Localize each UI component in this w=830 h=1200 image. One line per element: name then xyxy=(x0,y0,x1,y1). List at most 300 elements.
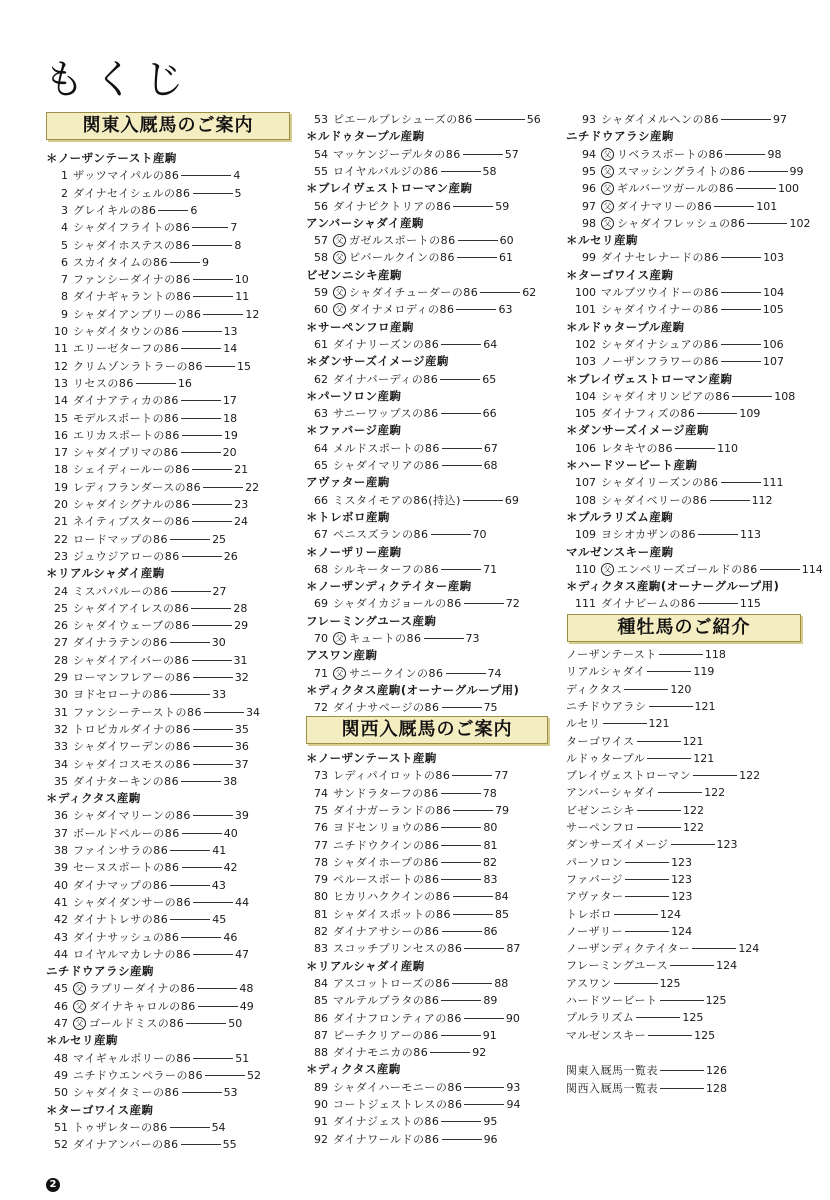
toc-entry[interactable] xyxy=(566,767,760,784)
toc-entry[interactable] xyxy=(566,698,716,715)
leader-line xyxy=(193,764,233,765)
toc-entry[interactable] xyxy=(46,877,226,894)
toc-entry[interactable] xyxy=(566,595,761,612)
toc-entry[interactable] xyxy=(306,1010,520,1027)
entry-page: 27 xyxy=(212,584,227,598)
toc-entry[interactable] xyxy=(46,271,249,288)
toc-entry[interactable] xyxy=(46,859,238,876)
entry-name: リセスの86 xyxy=(73,376,134,390)
leader-line xyxy=(441,827,481,828)
entry-number: 61 xyxy=(314,337,328,351)
sire-heading-label: アヴァター産駒 xyxy=(306,475,390,490)
entry-name: ダイナラテンの86 xyxy=(73,636,168,650)
toc-entry[interactable] xyxy=(566,163,804,180)
entry-page: 115 xyxy=(739,597,761,611)
toc-entry[interactable] xyxy=(46,929,237,946)
entry-page: 32 xyxy=(234,671,249,684)
toc-entry[interactable] xyxy=(46,375,192,392)
entry-name: シャダイシグナルの86 xyxy=(73,498,191,511)
toc-entry[interactable] xyxy=(46,773,237,790)
toc-entry[interactable] xyxy=(306,284,536,301)
toc-entry[interactable] xyxy=(566,1027,715,1044)
leader-line xyxy=(457,257,497,258)
toc-entry[interactable] xyxy=(46,392,237,409)
leader-line xyxy=(442,448,482,449)
sire-heading xyxy=(306,388,402,405)
toc-entry[interactable] xyxy=(566,923,692,940)
entry-page: 111 xyxy=(762,476,784,490)
sire-heading-label: アンバーシャダイ産駒 xyxy=(306,215,425,230)
toc-entry[interactable] xyxy=(566,353,784,370)
sire-heading-label: ＊ノーザンテースト産駒 xyxy=(306,751,437,765)
toc-entry[interactable] xyxy=(306,492,519,509)
toc-entry[interactable] xyxy=(306,888,509,905)
section-heading-kanto: 関東入厩馬のご案内 xyxy=(46,112,290,140)
leader-line xyxy=(204,712,244,713)
toc-entry[interactable] xyxy=(46,1050,249,1067)
toc-entry[interactable] xyxy=(46,1015,242,1032)
toc-entry[interactable] xyxy=(306,871,497,888)
sire-heading xyxy=(306,682,519,699)
toc-entry[interactable] xyxy=(566,819,704,836)
entry-number: 62 xyxy=(314,372,328,386)
entry-page: 122 xyxy=(683,821,704,834)
entry-page: 9 xyxy=(201,255,209,269)
entry-page: 93 xyxy=(506,1080,521,1094)
entry-name: シャダイメルヘンの86 xyxy=(601,113,719,126)
entry-page: 100 xyxy=(777,182,799,196)
toc-entry[interactable] xyxy=(306,819,497,836)
toc-entry[interactable] xyxy=(306,163,497,180)
toc-entry[interactable] xyxy=(306,906,509,923)
toc-entry[interactable] xyxy=(46,738,249,755)
toc-entry[interactable] xyxy=(566,301,784,318)
entry-name: スコッチプリンセスの86 xyxy=(333,942,463,956)
leader-line xyxy=(193,677,233,678)
toc-entry[interactable] xyxy=(566,784,725,801)
leader-line xyxy=(192,245,232,246)
toc-entry[interactable] xyxy=(566,388,795,405)
entry-page: 121 xyxy=(682,734,704,748)
entry-name: ファインサラの86 xyxy=(73,844,169,857)
toc-entry[interactable] xyxy=(46,185,242,202)
sire-heading-label: ＊ブレイヴェストローマン産駒 xyxy=(566,371,733,386)
toc-entry[interactable] xyxy=(306,665,502,682)
entry-name: ダイナマリーの86 xyxy=(617,199,713,213)
sire-heading xyxy=(566,544,674,561)
leader-line xyxy=(441,879,481,880)
entry-number: 54 xyxy=(314,147,328,161)
toc-entry[interactable] xyxy=(566,975,681,992)
toc-entry[interactable] xyxy=(306,837,497,854)
toc-entry[interactable] xyxy=(46,998,254,1015)
sire-heading-label: ＊ディクタス産駒 xyxy=(46,791,141,806)
entry-number: 4 xyxy=(61,221,68,235)
entry-page: 84 xyxy=(494,890,509,904)
entry-name: ダイナキャロルの86 xyxy=(89,999,196,1013)
entry-page: 24 xyxy=(233,515,248,529)
entry-page: 81 xyxy=(483,838,498,852)
toc-entry[interactable] xyxy=(306,767,508,784)
toc-entry[interactable] xyxy=(46,894,249,911)
entry-page: 126 xyxy=(706,1064,727,1077)
toc-entry[interactable] xyxy=(46,946,249,963)
entry-number: 98 xyxy=(582,216,596,230)
entry-number: 45 xyxy=(54,982,68,996)
entry-page: 106 xyxy=(762,337,784,351)
toc-entry[interactable] xyxy=(46,358,251,375)
toc-entry[interactable] xyxy=(46,911,226,928)
toc-entry[interactable] xyxy=(566,146,781,163)
entry-name: フレーミングユース xyxy=(566,959,669,973)
toc-entry[interactable] xyxy=(46,254,209,271)
toc-entry[interactable] xyxy=(306,249,513,266)
entry-page: 98 xyxy=(767,147,782,161)
entry-page: 31 xyxy=(233,653,248,667)
entry-name: アスコットローズの86 xyxy=(333,976,451,990)
toc-entry[interactable] xyxy=(566,681,691,698)
entry-page: 11 xyxy=(235,290,250,304)
sire-heading-label: ＊ルドゥタープル産駒 xyxy=(306,129,425,144)
entry-name: シャダイアンブリーの86 xyxy=(73,307,202,321)
toc-entry[interactable] xyxy=(306,940,520,957)
toc-entry[interactable] xyxy=(46,583,227,600)
entry-name: ダイナアサシーの86 xyxy=(333,925,440,938)
toc-entry[interactable] xyxy=(306,440,498,457)
entry-page: 59 xyxy=(495,199,510,213)
toc-entry[interactable] xyxy=(46,1067,261,1084)
toc-entry[interactable] xyxy=(46,219,237,236)
toc-entry[interactable] xyxy=(46,496,248,513)
toc-entry[interactable] xyxy=(566,111,787,128)
toc-entry[interactable] xyxy=(46,444,237,461)
entry-page: 23 xyxy=(234,498,249,511)
toc-entry[interactable] xyxy=(566,180,799,197)
toc-entry[interactable] xyxy=(46,306,259,323)
sire-heading xyxy=(306,353,449,370)
entry-name: シャダイチューダーの86 xyxy=(349,286,479,299)
toc-entry[interactable] xyxy=(566,561,823,578)
leader-line xyxy=(440,379,480,380)
toc-entry[interactable] xyxy=(46,634,226,651)
toc-entry[interactable] xyxy=(306,146,519,163)
toc-entry[interactable] xyxy=(306,1096,520,1113)
toc-entry[interactable] xyxy=(306,371,496,388)
entry-number: 9 xyxy=(61,307,68,321)
entry-name: ダイナトレサの86 xyxy=(73,913,169,927)
toc-entry[interactable] xyxy=(566,663,714,680)
toc-entry[interactable] xyxy=(46,461,248,478)
toc-entry[interactable] xyxy=(46,323,238,340)
toc-entry[interactable] xyxy=(566,215,810,232)
entry-page: 18 xyxy=(223,411,238,425)
entry-number: 65 xyxy=(314,459,328,472)
leader-line xyxy=(453,206,493,207)
toc-entry[interactable] xyxy=(306,301,512,318)
entry-number: 42 xyxy=(54,913,68,927)
entry-number: 36 xyxy=(54,809,68,823)
toc-entry[interactable] xyxy=(306,1113,497,1130)
entry-name: マルゼンスキー xyxy=(566,1028,647,1042)
toc-entry[interactable] xyxy=(566,888,692,905)
toc-entry[interactable] xyxy=(46,531,226,548)
leader-line xyxy=(182,1092,222,1093)
toc-entry[interactable] xyxy=(306,630,480,647)
entry-page: 64 xyxy=(483,337,498,351)
toc-entry[interactable] xyxy=(46,980,253,997)
toc-entry[interactable] xyxy=(46,237,241,254)
toc-entry[interactable] xyxy=(46,427,238,444)
entry-name: ロイヤルバルジの86 xyxy=(333,164,439,178)
toc-entry[interactable] xyxy=(566,646,726,663)
leader-line xyxy=(714,206,754,207)
sire-heading-label: ＊トレボロ産駒 xyxy=(306,509,390,524)
entry-page: 14 xyxy=(223,342,238,356)
sire-marker-icon: 父 xyxy=(601,200,614,213)
entry-number: 17 xyxy=(54,446,68,460)
toc-entry[interactable] xyxy=(306,457,498,474)
entry-page: 71 xyxy=(483,562,498,576)
toc-entry[interactable] xyxy=(306,1027,497,1044)
sire-marker-icon: 父 xyxy=(333,234,346,247)
entry-number: 89 xyxy=(314,1080,328,1094)
toc-entry[interactable] xyxy=(566,284,784,301)
toc-entry[interactable] xyxy=(306,232,514,249)
toc-entry[interactable] xyxy=(46,410,237,427)
entry-page: 51 xyxy=(235,1051,250,1065)
entry-name: ミスタイモアの86(持込) xyxy=(333,493,461,507)
entry-number: 111 xyxy=(575,597,596,611)
leader-line xyxy=(693,775,737,776)
toc-entry[interactable] xyxy=(566,871,692,888)
entry-number: 87 xyxy=(314,1028,328,1042)
toc-entry[interactable] xyxy=(46,756,249,773)
sire-heading-label: ＊パーソロン産駒 xyxy=(306,388,402,403)
toc-entry[interactable] xyxy=(566,492,773,509)
toc-entry[interactable] xyxy=(566,957,737,974)
toc-entry[interactable] xyxy=(566,802,704,819)
leader-line xyxy=(193,296,233,297)
toc-entry[interactable] xyxy=(306,561,497,578)
toc-entry[interactable] xyxy=(306,992,497,1009)
entry-name: ジュウジアローの86 xyxy=(73,549,180,563)
toc-entry[interactable] xyxy=(306,854,497,871)
entry-page: 65 xyxy=(482,372,497,386)
toc-entry[interactable] xyxy=(306,1044,486,1061)
toc-entry[interactable] xyxy=(566,733,704,750)
entry-page: 39 xyxy=(234,809,249,823)
leader-line xyxy=(205,1075,245,1076)
toc-entry[interactable] xyxy=(566,336,784,353)
toc-entry[interactable] xyxy=(46,548,238,565)
leader-line xyxy=(441,845,481,846)
leader-line xyxy=(192,469,232,470)
toc-entry[interactable] xyxy=(46,1119,226,1136)
entry-number: 44 xyxy=(54,947,68,961)
sire-heading-label: フレーミングユース産駒 xyxy=(306,613,437,628)
sire-heading-label: ＊ルドゥタープル産駒 xyxy=(566,319,685,334)
toc-entry[interactable] xyxy=(566,836,738,853)
toc-entry[interactable] xyxy=(306,595,520,612)
entry-name: ダイナギャラントの86 xyxy=(73,290,192,304)
toc-entry[interactable] xyxy=(46,1084,238,1101)
entry-page: 124 xyxy=(716,959,738,973)
toc-entry[interactable] xyxy=(306,111,541,128)
toc-entry[interactable] xyxy=(46,167,240,184)
toc-entry[interactable] xyxy=(566,1080,727,1097)
toc-entry[interactable] xyxy=(566,526,761,543)
toc-entry[interactable] xyxy=(46,825,238,842)
entry-number: 16 xyxy=(54,428,68,442)
entry-page: 123 xyxy=(671,855,693,869)
toc-entry[interactable] xyxy=(306,802,509,819)
entry-name: ダイナセイシェルの86 xyxy=(73,186,191,200)
toc-entry[interactable] xyxy=(46,652,248,669)
entry-number: 25 xyxy=(54,601,68,615)
leader-line xyxy=(637,741,681,742)
leader-line xyxy=(658,792,702,793)
entry-number: 75 xyxy=(314,803,328,817)
toc-entry[interactable] xyxy=(46,479,259,496)
sire-marker-icon: 父 xyxy=(601,182,614,195)
sire-heading xyxy=(566,267,674,284)
toc-entry[interactable] xyxy=(46,721,249,738)
entry-page: 50 xyxy=(228,1017,243,1030)
toc-entry[interactable] xyxy=(566,854,692,871)
entry-page: 37 xyxy=(234,757,249,771)
leader-line xyxy=(441,344,481,345)
toc-entry[interactable] xyxy=(306,975,508,992)
sire-marker-icon: 父 xyxy=(601,148,614,161)
entry-name: ビゼンニシキ xyxy=(566,803,635,817)
toc-entry[interactable] xyxy=(46,288,249,305)
entry-number: 12 xyxy=(54,359,68,373)
toc-entry[interactable] xyxy=(566,1009,703,1026)
toc-entry[interactable] xyxy=(306,1131,498,1148)
entry-page: 44 xyxy=(235,895,250,909)
sire-heading-label: ビゼンニシキ産駒 xyxy=(306,267,402,282)
entry-page: 38 xyxy=(223,774,238,788)
sire-heading xyxy=(306,319,414,336)
toc-entry[interactable] xyxy=(46,704,260,721)
leader-line xyxy=(182,833,222,834)
entry-name: マイギャルポリーの86 xyxy=(73,1051,192,1065)
entry-name: ブレイヴェストローマン xyxy=(566,769,692,783)
entry-page: 105 xyxy=(762,303,784,317)
sire-marker-icon: 父 xyxy=(333,667,346,680)
entry-page: 22 xyxy=(245,480,260,494)
entry-page: 8 xyxy=(234,238,242,252)
toc-entry[interactable] xyxy=(46,842,226,859)
toc-entry[interactable] xyxy=(46,807,249,824)
entry-name: シャダイアイレスの86 xyxy=(73,601,190,615)
entry-page: 35 xyxy=(234,722,249,736)
toc-entry[interactable] xyxy=(46,513,248,530)
entry-number: 88 xyxy=(314,1046,328,1060)
entry-name: ダイナジェストの86 xyxy=(333,1115,440,1129)
toc-entry[interactable] xyxy=(566,715,670,732)
leader-line xyxy=(698,603,738,604)
toc-entry[interactable] xyxy=(566,750,714,767)
toc-entry[interactable] xyxy=(46,600,247,617)
entry-name: トレボロ xyxy=(566,907,612,921)
entry-name: シャダイカジョールの86 xyxy=(333,597,462,611)
toc-entry[interactable] xyxy=(306,336,497,353)
entry-number: 82 xyxy=(314,925,328,938)
entry-number: 107 xyxy=(575,476,596,490)
toc-entry[interactable] xyxy=(306,405,497,422)
toc-entry[interactable] xyxy=(306,526,487,543)
sire-heading-label: ＊ダンサーズイメージ産駒 xyxy=(566,423,709,438)
entry-page: 125 xyxy=(659,976,681,990)
leader-line xyxy=(192,521,232,522)
toc-entry[interactable] xyxy=(566,940,759,957)
entry-page: 92 xyxy=(472,1046,487,1060)
entry-name: マルテルプラタの86 xyxy=(333,994,440,1008)
entry-page: 19 xyxy=(223,428,238,442)
entry-name: ダイナフロンティアの86 xyxy=(333,1011,462,1025)
entry-name: ペルースポートの86 xyxy=(333,873,440,887)
entry-page: 25 xyxy=(212,532,227,546)
leader-line xyxy=(452,775,492,776)
sire-heading xyxy=(306,613,437,630)
toc-entry[interactable] xyxy=(566,440,738,457)
entry-page: 69 xyxy=(504,493,519,507)
leader-line xyxy=(181,1144,221,1145)
section-heading-stallion: 種牡馬のご紹介 xyxy=(567,614,801,642)
leader-line xyxy=(136,383,176,384)
toc-entry[interactable] xyxy=(46,686,226,703)
toc-entry[interactable] xyxy=(566,474,784,491)
toc-entry[interactable] xyxy=(566,198,777,215)
toc-entry[interactable] xyxy=(46,617,248,634)
entry-page: 5 xyxy=(234,186,242,200)
toc-entry[interactable] xyxy=(46,1136,237,1153)
leader-line xyxy=(475,119,525,120)
sire-heading xyxy=(566,128,674,145)
entry-page: 13 xyxy=(223,325,238,338)
toc-entry[interactable] xyxy=(566,249,784,266)
entry-number: 52 xyxy=(54,1138,68,1152)
toc-entry[interactable] xyxy=(46,202,197,219)
toc-entry[interactable] xyxy=(566,992,727,1009)
entry-page: 34 xyxy=(245,705,260,719)
entry-number: 24 xyxy=(54,584,68,598)
toc-entry[interactable] xyxy=(306,923,498,940)
leader-line xyxy=(464,603,504,604)
toc-entry[interactable] xyxy=(306,198,509,215)
entry-page: 21 xyxy=(234,463,249,477)
toc-entry[interactable] xyxy=(46,669,249,686)
leader-line xyxy=(464,1018,504,1019)
leader-line xyxy=(198,1006,238,1007)
toc-entry[interactable] xyxy=(566,906,681,923)
sire-heading-label: ＊ターゴワイス産駒 xyxy=(566,267,674,282)
toc-entry[interactable] xyxy=(46,340,237,357)
toc-entry[interactable] xyxy=(306,785,497,802)
entry-number: 21 xyxy=(54,515,68,529)
entry-number: 108 xyxy=(575,493,596,507)
sire-heading-label: ＊ディクタス産駒 xyxy=(306,1062,401,1077)
toc-entry[interactable] xyxy=(566,1062,727,1079)
sire-marker-icon: 父 xyxy=(333,251,346,264)
toc-entry[interactable] xyxy=(306,699,498,716)
toc-entry[interactable] xyxy=(306,1079,520,1096)
entry-number: 8 xyxy=(61,290,68,304)
entry-page: 79 xyxy=(495,803,510,817)
toc-entry[interactable] xyxy=(566,405,760,422)
entry-name: ロードマップの86 xyxy=(73,532,169,546)
